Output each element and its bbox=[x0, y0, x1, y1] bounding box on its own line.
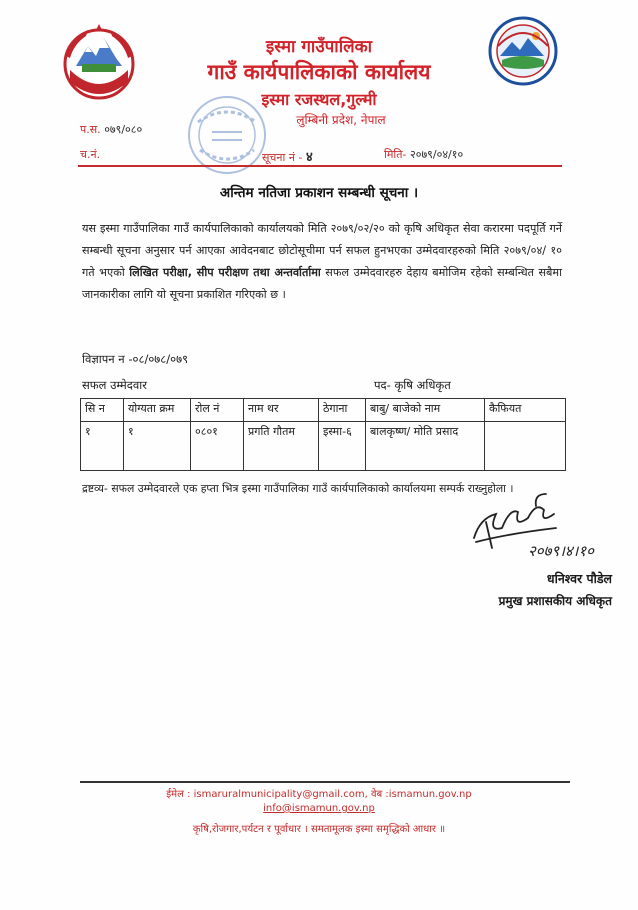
cell-remarks bbox=[485, 422, 566, 471]
province-name: लुम्बिनी प्रदेश, नेपाल bbox=[296, 113, 386, 127]
col-roll-number: रोल नं bbox=[191, 399, 244, 422]
table-row bbox=[81, 422, 566, 471]
cell-serial: १ bbox=[81, 422, 124, 471]
advertisement-number: विज्ञापन न -०८/०७८/०७९ bbox=[82, 352, 189, 366]
dispatch-number: च.नं. bbox=[80, 148, 101, 161]
notice-title: अन्तिम नतिजा प्रकाशन सम्बन्धी सूचना । bbox=[219, 185, 419, 201]
col-address: ठेगाना bbox=[319, 399, 366, 422]
cell-merit-order: १ bbox=[124, 422, 191, 471]
cell-name: प्रगति गौतम bbox=[244, 422, 319, 471]
footer-email[interactable]: info@ismamun.gov.np bbox=[263, 803, 375, 814]
footer-slogan: कृषि,रोजगार,पर्यटन र पूर्वाधार । समतामूलक इस्मा समृद्धिको आधार ॥ bbox=[192, 824, 446, 835]
municipality-name: इस्मा गाउँपालिका bbox=[265, 37, 373, 57]
footer-contact: ईमेल : ismaruralmunicipality@gmail.com, वेब :ismamun.gov.np bbox=[166, 789, 472, 800]
cell-address: इस्मा-६ bbox=[319, 422, 366, 471]
office-name: गाउँ कार्यपालिकाको कार्यालय bbox=[207, 60, 431, 84]
header-divider bbox=[78, 165, 562, 167]
notice-date: मिति- २०७९/०४/१० bbox=[384, 148, 464, 161]
notice-body: यस इस्मा गाउँपालिका गाउँ कार्यपालिकाको कार्यालयको मिति २०७९/०२/२० को कृषि अधिकृत सेवा करारमा पदपूर्ति गर्ने सम्बन्धी सूचना अनुसार पर्न आएका आवेदनबाट छोटोसूचीमा पर्न सफल हुनभएका उम्मेदवारहरुको मिति २०७९/०४/ १० गते भएको लिखित परीक्षा, सीप परीक्षण तथा अन्तर्वार्तामा सफल उम्मेदवारहरु देहाय बमोजिम रहेको सम्बन्धित सबैमा जानकारीका लागि यो सूचना प्रकाशित गरिएको छ । bbox=[82, 222, 562, 301]
cell-parent-name: बालकृष्ण/ मोति प्रसाद bbox=[366, 422, 485, 471]
reference-number: प.स. ०७९/०८० bbox=[80, 123, 143, 136]
successful-candidates-label: सफल उम्मेदवार bbox=[82, 378, 147, 392]
col-merit-order: योग्यता क्रम bbox=[124, 399, 191, 422]
col-remarks: कैफियत bbox=[485, 399, 566, 422]
signer-name: धनिश्वर पौडेल bbox=[546, 571, 612, 586]
notice-note: द्रष्टव्य- सफल उम्मेदवारले एक हप्ता भित्र इस्मा गाउँपालिका गाउँ कार्यपालिकाको कार्यालयमा सम्पर्क राख्नुहोला । bbox=[82, 482, 514, 495]
signature-icon bbox=[466, 488, 616, 566]
notice-number: सूचना नं - ४ bbox=[262, 150, 313, 165]
post-label: पद- कृषि अधिकृत bbox=[374, 378, 451, 392]
office-address: इस्मा रजस्थल,गुल्मी bbox=[261, 90, 377, 109]
cell-roll-number: ०८०१ bbox=[191, 422, 244, 471]
footer-divider bbox=[80, 781, 570, 783]
results-table bbox=[80, 398, 566, 471]
col-parent-name: बाबु/ बाजेको नाम bbox=[366, 399, 485, 422]
signature-date: २०७९।४।१० bbox=[528, 542, 594, 560]
signer-title: प्रमुख प्रशासकीय अधिकृत bbox=[498, 594, 612, 608]
col-serial: सि न bbox=[81, 399, 124, 422]
col-name: नाम थर bbox=[244, 399, 319, 422]
table-header-row bbox=[81, 399, 566, 422]
